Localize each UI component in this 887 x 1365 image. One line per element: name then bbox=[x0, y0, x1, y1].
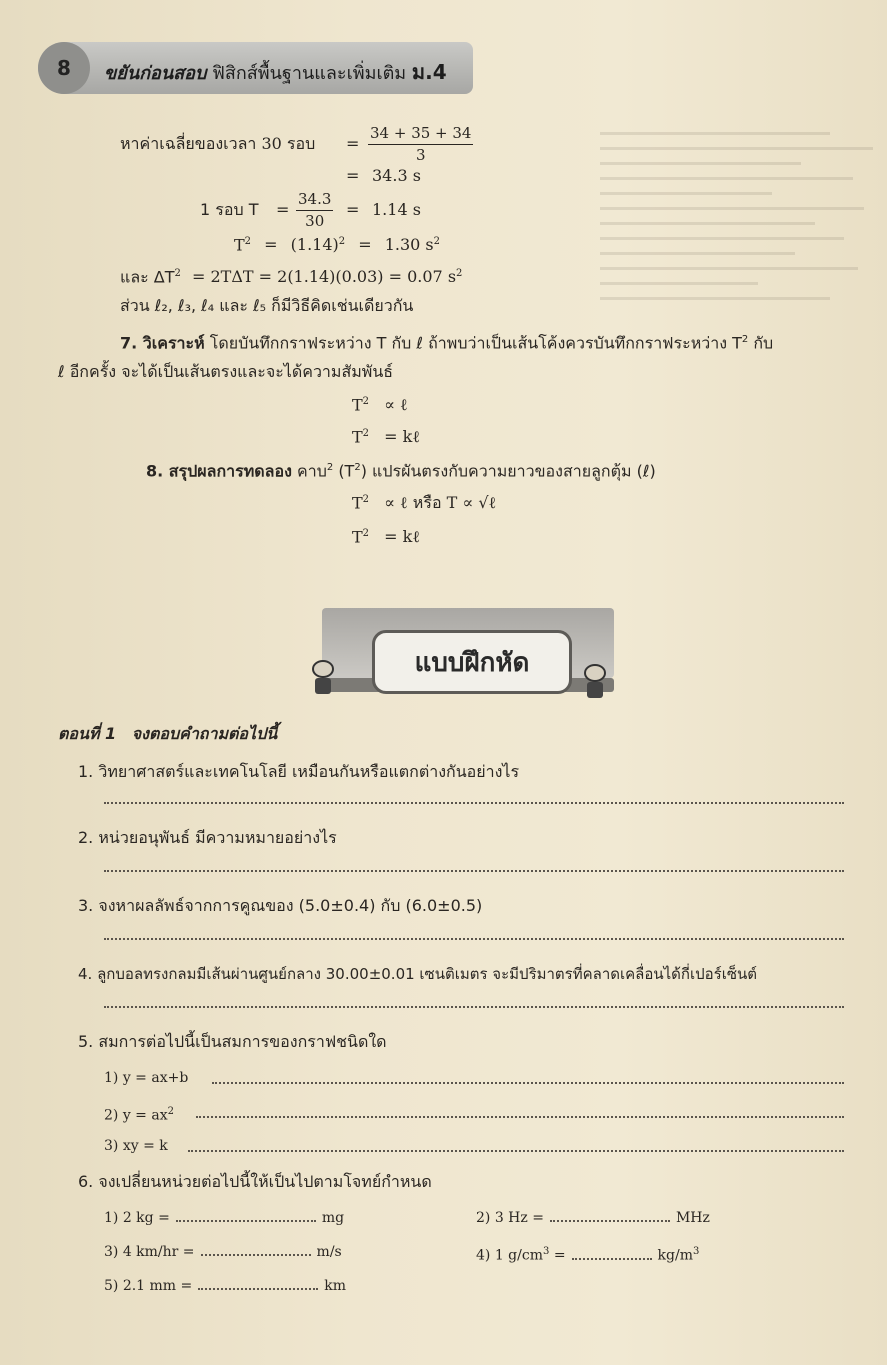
q6-item-1-unit: mg bbox=[321, 1210, 345, 1226]
superscript: 2 bbox=[362, 494, 370, 505]
superscript: 2 bbox=[174, 268, 181, 279]
fraction-denominator: 3 bbox=[415, 146, 426, 164]
equals-sign: = bbox=[358, 235, 372, 255]
question-4: 4. ลูกบอลทรงกลมมีเส้นผ่านศูนย์กลาง 30.00±0.01 เซนติเมตร จะมีปริมาตรที่คลาดเคลื่อนได้กี่เปอร์เซ็นต์ bbox=[78, 965, 758, 983]
book-title: ขยันก่อนสอบ bbox=[104, 63, 207, 84]
answer-blank[interactable] bbox=[572, 1258, 652, 1260]
period-squared-line bbox=[234, 232, 440, 255]
superscript: 2 bbox=[354, 462, 361, 473]
q6-item-1 bbox=[104, 1208, 344, 1228]
equals-sign: = bbox=[264, 235, 278, 255]
answer-line[interactable] bbox=[104, 1006, 844, 1008]
one-cycle-label: 1 รอบ T bbox=[200, 200, 259, 219]
question-2: 2. หน่วยอนุพันธ์ มีความหมายอย่างไร bbox=[78, 828, 337, 847]
q5-item-1: 1) y = ax+b bbox=[104, 1070, 189, 1086]
superscript: 2 bbox=[244, 236, 252, 247]
period-result: 1.14 s bbox=[372, 200, 421, 219]
superscript: 2 bbox=[456, 268, 463, 279]
period-fraction bbox=[296, 190, 333, 230]
part-instruction: จงตอบคำถามต่อไปนี้ bbox=[131, 724, 278, 743]
part-label: ตอนที่ 1 bbox=[58, 724, 117, 743]
superscript: 2 bbox=[362, 528, 370, 539]
cartoon-kid-right bbox=[584, 664, 606, 698]
answer-line[interactable] bbox=[212, 1082, 844, 1084]
answer-blank[interactable] bbox=[550, 1220, 670, 1222]
q5-item-3: 3) xy = k bbox=[104, 1138, 168, 1154]
value: 1.30 s bbox=[384, 235, 434, 255]
exercise-banner bbox=[322, 608, 614, 718]
part-heading bbox=[58, 724, 277, 744]
superscript: 2 bbox=[362, 396, 370, 407]
q6-item-4-unit: kg/m bbox=[657, 1247, 693, 1264]
answer-blank[interactable] bbox=[198, 1288, 318, 1290]
step8-line bbox=[146, 458, 656, 481]
t-symbol: T bbox=[234, 235, 245, 255]
equals-sign: = bbox=[346, 134, 360, 153]
q6-item-2-unit: MHz bbox=[675, 1210, 710, 1226]
average-result: 34.3 s bbox=[372, 166, 421, 185]
question-5: 5. สมการต่อไปนี้เป็นสมการของกราฟชนิดใด bbox=[78, 1032, 387, 1051]
step7-relation-2 bbox=[352, 424, 420, 447]
relation: = kℓ bbox=[384, 527, 420, 547]
step8-text: คาบ bbox=[297, 461, 327, 481]
equals-sign: = bbox=[346, 166, 360, 185]
step8-text: (T bbox=[338, 461, 355, 481]
step7-line1 bbox=[120, 330, 773, 353]
delta-t-line bbox=[120, 264, 462, 287]
answer-line[interactable] bbox=[104, 938, 844, 940]
relation: ∝ ℓ bbox=[384, 395, 408, 415]
q6-item-3-prefix: 3) 4 km/hr = bbox=[104, 1244, 195, 1260]
banner-title: แบบฝึกหัด bbox=[372, 630, 572, 694]
other-lengths-note: ส่วน ℓ₂, ℓ₃, ℓ₄ และ ℓ₅ ก็มีวิธีคิดเช่นเดียวกัน bbox=[120, 296, 414, 315]
t-symbol: T bbox=[352, 395, 363, 415]
cartoon-kid-left bbox=[312, 660, 334, 694]
q6-item-5-unit: km bbox=[324, 1278, 347, 1294]
fraction-numerator: 34.3 bbox=[296, 190, 333, 211]
q6-item-3-unit: m/s bbox=[316, 1244, 342, 1260]
fraction-numerator: 34 + 35 + 34 bbox=[368, 124, 473, 145]
fraction-denominator: 30 bbox=[305, 212, 325, 230]
delta-expression: = 2TΔT = 2(1.14)(0.03) = 0.07 s bbox=[191, 267, 457, 287]
relation: = kℓ bbox=[384, 427, 420, 447]
question-1: 1. วิทยาศาสตร์และเทคโนโลยี เหมือนกันหรือแตกต่างกันอย่างไร bbox=[78, 762, 520, 781]
average-fraction bbox=[368, 124, 473, 164]
header-title bbox=[104, 56, 447, 88]
superscript: 2 bbox=[326, 462, 334, 473]
average-label: หาค่าเฉลี่ยของเวลา 30 รอบ bbox=[120, 134, 316, 153]
superscript: 2 bbox=[338, 236, 346, 247]
q6-item-4 bbox=[476, 1242, 699, 1266]
superscript: 3 bbox=[542, 1246, 550, 1257]
q5-item-2 bbox=[104, 1102, 174, 1126]
relation: ∝ ℓ หรือ T ∝ √ℓ bbox=[384, 493, 497, 513]
q6-item-4-prefix: 4) 1 g/cm bbox=[476, 1247, 543, 1264]
answer-blank[interactable] bbox=[201, 1254, 311, 1256]
superscript: 2 bbox=[433, 236, 441, 247]
q6-item-5 bbox=[104, 1276, 346, 1296]
delta-label: และ ΔT bbox=[120, 267, 175, 287]
superscript: 2 bbox=[362, 428, 370, 439]
step7-relation-1 bbox=[352, 392, 408, 415]
step8-relation-2 bbox=[352, 524, 420, 547]
grade-label: ม.4 bbox=[411, 60, 447, 84]
q6-item-1-prefix: 1) 2 kg = bbox=[104, 1210, 170, 1226]
question-6: 6. จงเปลี่ยนหน่วยต่อไปนี้ให้เป็นไปตามโจทย์กำหนด bbox=[78, 1172, 432, 1191]
superscript: 3 bbox=[692, 1246, 700, 1257]
page-number: 8 bbox=[38, 42, 90, 94]
equals-sign: = bbox=[276, 200, 290, 219]
step8-text: ) แปรผันตรงกับความยาวของสายลูกตุ้ม (ℓ) bbox=[360, 461, 656, 481]
step8-relation-1 bbox=[352, 490, 496, 513]
answer-line[interactable] bbox=[188, 1150, 844, 1152]
q5-item-2-text: 2) y = ax bbox=[104, 1107, 168, 1124]
equals-sign: = bbox=[553, 1247, 566, 1264]
t-symbol: T bbox=[352, 427, 363, 447]
q6-item-5-prefix: 5) 2.1 mm = bbox=[104, 1278, 193, 1294]
step7-text: โดยบันทึกกราฟระหว่าง T กับ ℓ ถ้าพบว่าเป็นเส้นโค้งควรบันทึกกราฟระหว่าง T bbox=[209, 333, 742, 353]
step7-heading: 7. วิเคราะห์ bbox=[120, 333, 205, 353]
answer-line[interactable] bbox=[104, 870, 844, 872]
superscript: 2 bbox=[167, 1106, 174, 1117]
equals-sign: = bbox=[346, 200, 360, 219]
answer-blank[interactable] bbox=[176, 1220, 316, 1222]
answer-line[interactable] bbox=[196, 1116, 844, 1118]
step7-line2: ℓ อีกครั้ง จะได้เป็นเส้นตรงและจะได้ความสัมพันธ์ bbox=[58, 362, 394, 381]
value: (1.14) bbox=[290, 235, 339, 255]
q6-item-2 bbox=[476, 1208, 710, 1228]
t-symbol: T bbox=[352, 493, 363, 513]
question-3: 3. จงหาผลลัพธ์จากการคูณของ (5.0±0.4) กับ (6.0±0.5) bbox=[78, 896, 483, 915]
superscript: 2 bbox=[741, 334, 749, 345]
q6-item-3 bbox=[104, 1242, 342, 1262]
step8-heading: 8. สรุปผลการทดลอง bbox=[146, 461, 292, 481]
bleed-through-text bbox=[600, 120, 887, 1270]
q6-item-2-prefix: 2) 3 Hz = bbox=[476, 1210, 544, 1226]
t-symbol: T bbox=[352, 527, 363, 547]
subject-title: ฟิสิกส์พื้นฐานและเพิ่มเติม bbox=[212, 63, 407, 84]
answer-line[interactable] bbox=[104, 802, 844, 804]
step7-text: กับ bbox=[753, 333, 774, 353]
